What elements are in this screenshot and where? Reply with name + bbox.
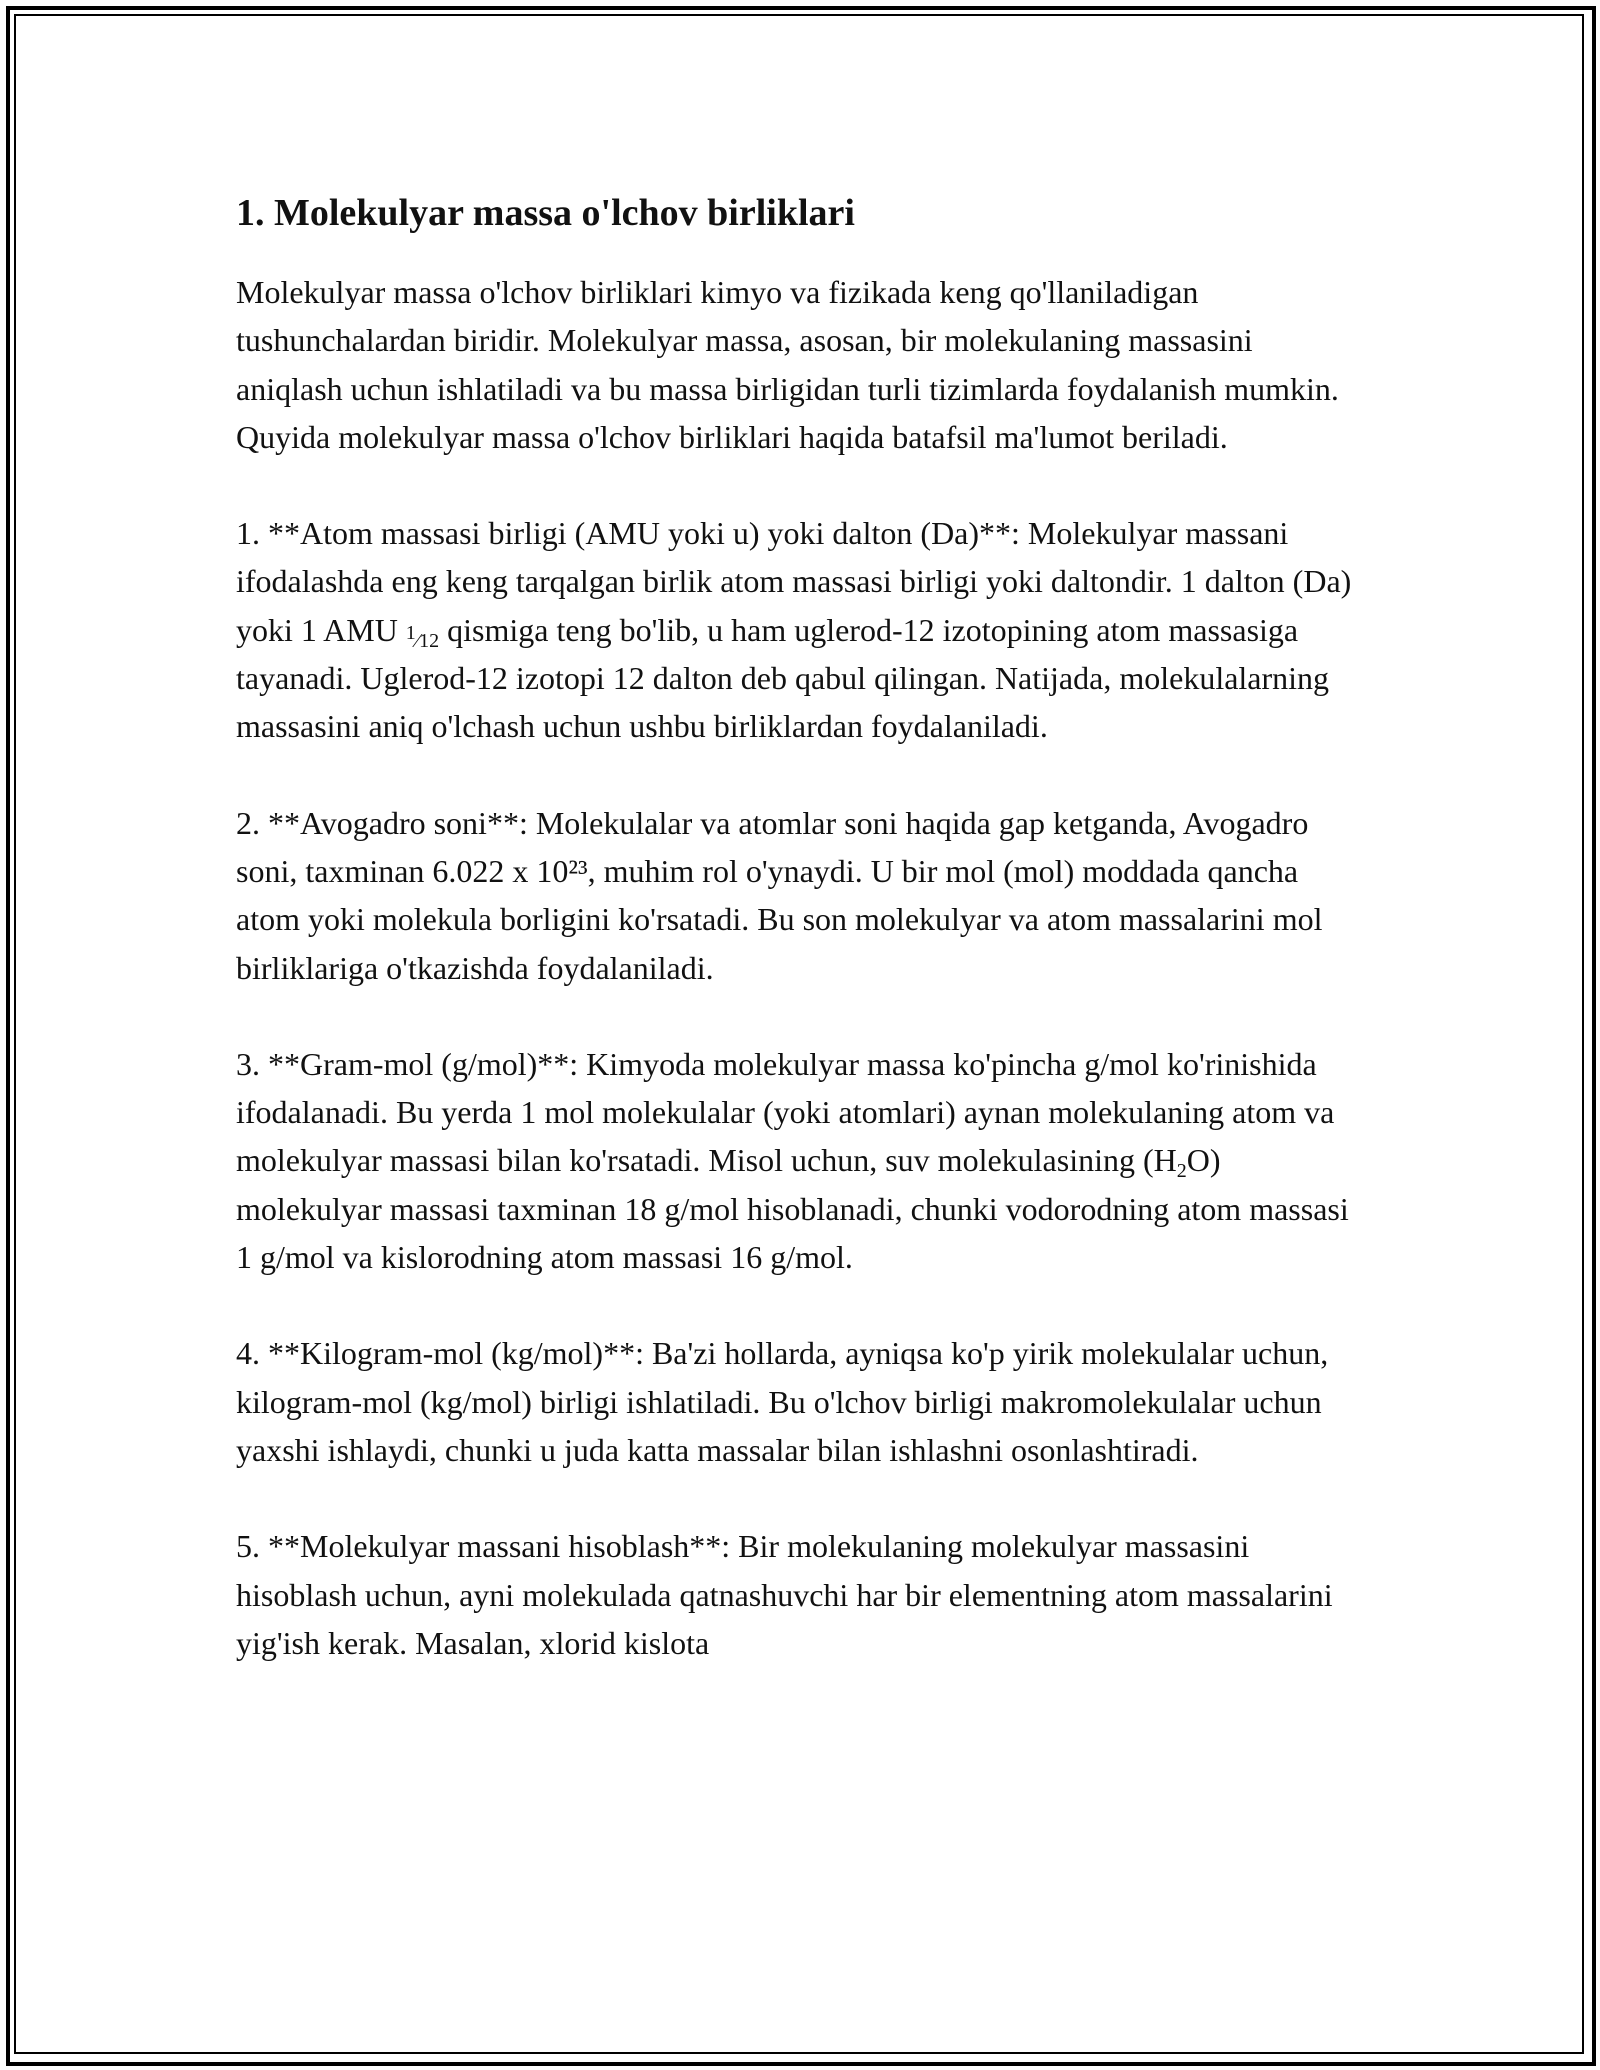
document-body xyxy=(236,186,1366,1667)
item-1-paragraph xyxy=(236,509,1366,750)
item-1-text-after: qismiga teng bo'lib, u ham uglerod-12 izotopining atom massasiga tayanadi. Uglerod-12 izotopi 12 dalton deb qabul qilingan. Natijada, molekulalarning massasini aniq o'lchash uchun ushbu birliklardan foydalaniladi. xyxy=(236,611,1330,745)
fraction-denominator: 12 xyxy=(419,629,440,652)
item-2-paragraph: 2. **Avogadro soni**: Molekulalar va atomlar soni haqida gap ketganda, Avogadro soni, taxminan 6.022 x 10²³, muhim rol o'ynaydi. U bir mol (mol) moddada qancha atom yoki molekula borligini ko'rsatadi. Bu son molekulyar va atom massalarini mol birliklariga o'tkazishda foydalaniladi. xyxy=(236,804,1323,986)
fraction-numerator: 1 xyxy=(405,621,416,644)
fraction-one-twelfth: $^1$⁄12 xyxy=(405,621,440,652)
page-title: 1. Molekulyar massa o'lchov birliklari xyxy=(236,192,855,234)
intro-paragraph: Molekulyar massa o'lchov birliklari kimyo va fizikada keng qo'llaniladigan tushunchalardan biridir. Molekulyar massa, asosan, bir molekulaning massasini aniqlash uchun ishlatiladi va bu massa birligidan turli tizimlarda foydalanish mumkin. Quyida molekulyar massa o'lchov birliklari haqida batafsil ma'lumot beriladi. xyxy=(236,274,1339,455)
item-3-paragraph xyxy=(236,1040,1366,1281)
item-4-paragraph: 4. **Kilogram-mol (kg/mol)**: Ba'zi hollarda, ayniqsa ko'p yirik molekulalar uchun, kilogram-mol (kg/mol) birligi ishlatiladi. Bu o'lchov birligi makromolekulalar uchun yaxshi ishlaydi, chunki u juda katta massalar bilan ishlashni osonlashtiradi. xyxy=(236,1335,1329,1468)
water-subscript: 2 xyxy=(1176,1160,1187,1183)
item-3-text-before: 3. **Gram-mol (g/mol)**: Kimyoda molekulyar massa ko'pincha g/mol ko'rinishida ifodalanadi. Bu yerda 1 mol molekulalar (yoki atomlari) aynan molekulaning atom va molekulyar massasi bilan ko'rsatadi. Misol uchun, suv molekulasining (H xyxy=(236,1045,1335,1179)
item-3-text-after: O) molekulyar massasi taxminan 18 g/mol hisoblanadi, chunki vodorodning atom massasi 1 g/mol va kislorodning atom massasi 16 g/mol. xyxy=(236,1142,1349,1276)
item-5-paragraph: 5. **Molekulyar massani hisoblash**: Bir molekulaning molekulyar massasini hisoblash uchun, ayni molekulada qatnashuvchi har bir elementning atom massalarini yig'ish kerak. Masalan, xlorid kislota xyxy=(236,1528,1333,1661)
item-1-text-before: 1. **Atom massasi birligi (AMU yoki u) yoki dalton (Da)**: Molekulyar massani ifodalashda eng keng tarqalgan birlik atom massasi birligi yoki daltondir. 1 dalton (Da) yoki 1 AMU xyxy=(236,515,1352,648)
